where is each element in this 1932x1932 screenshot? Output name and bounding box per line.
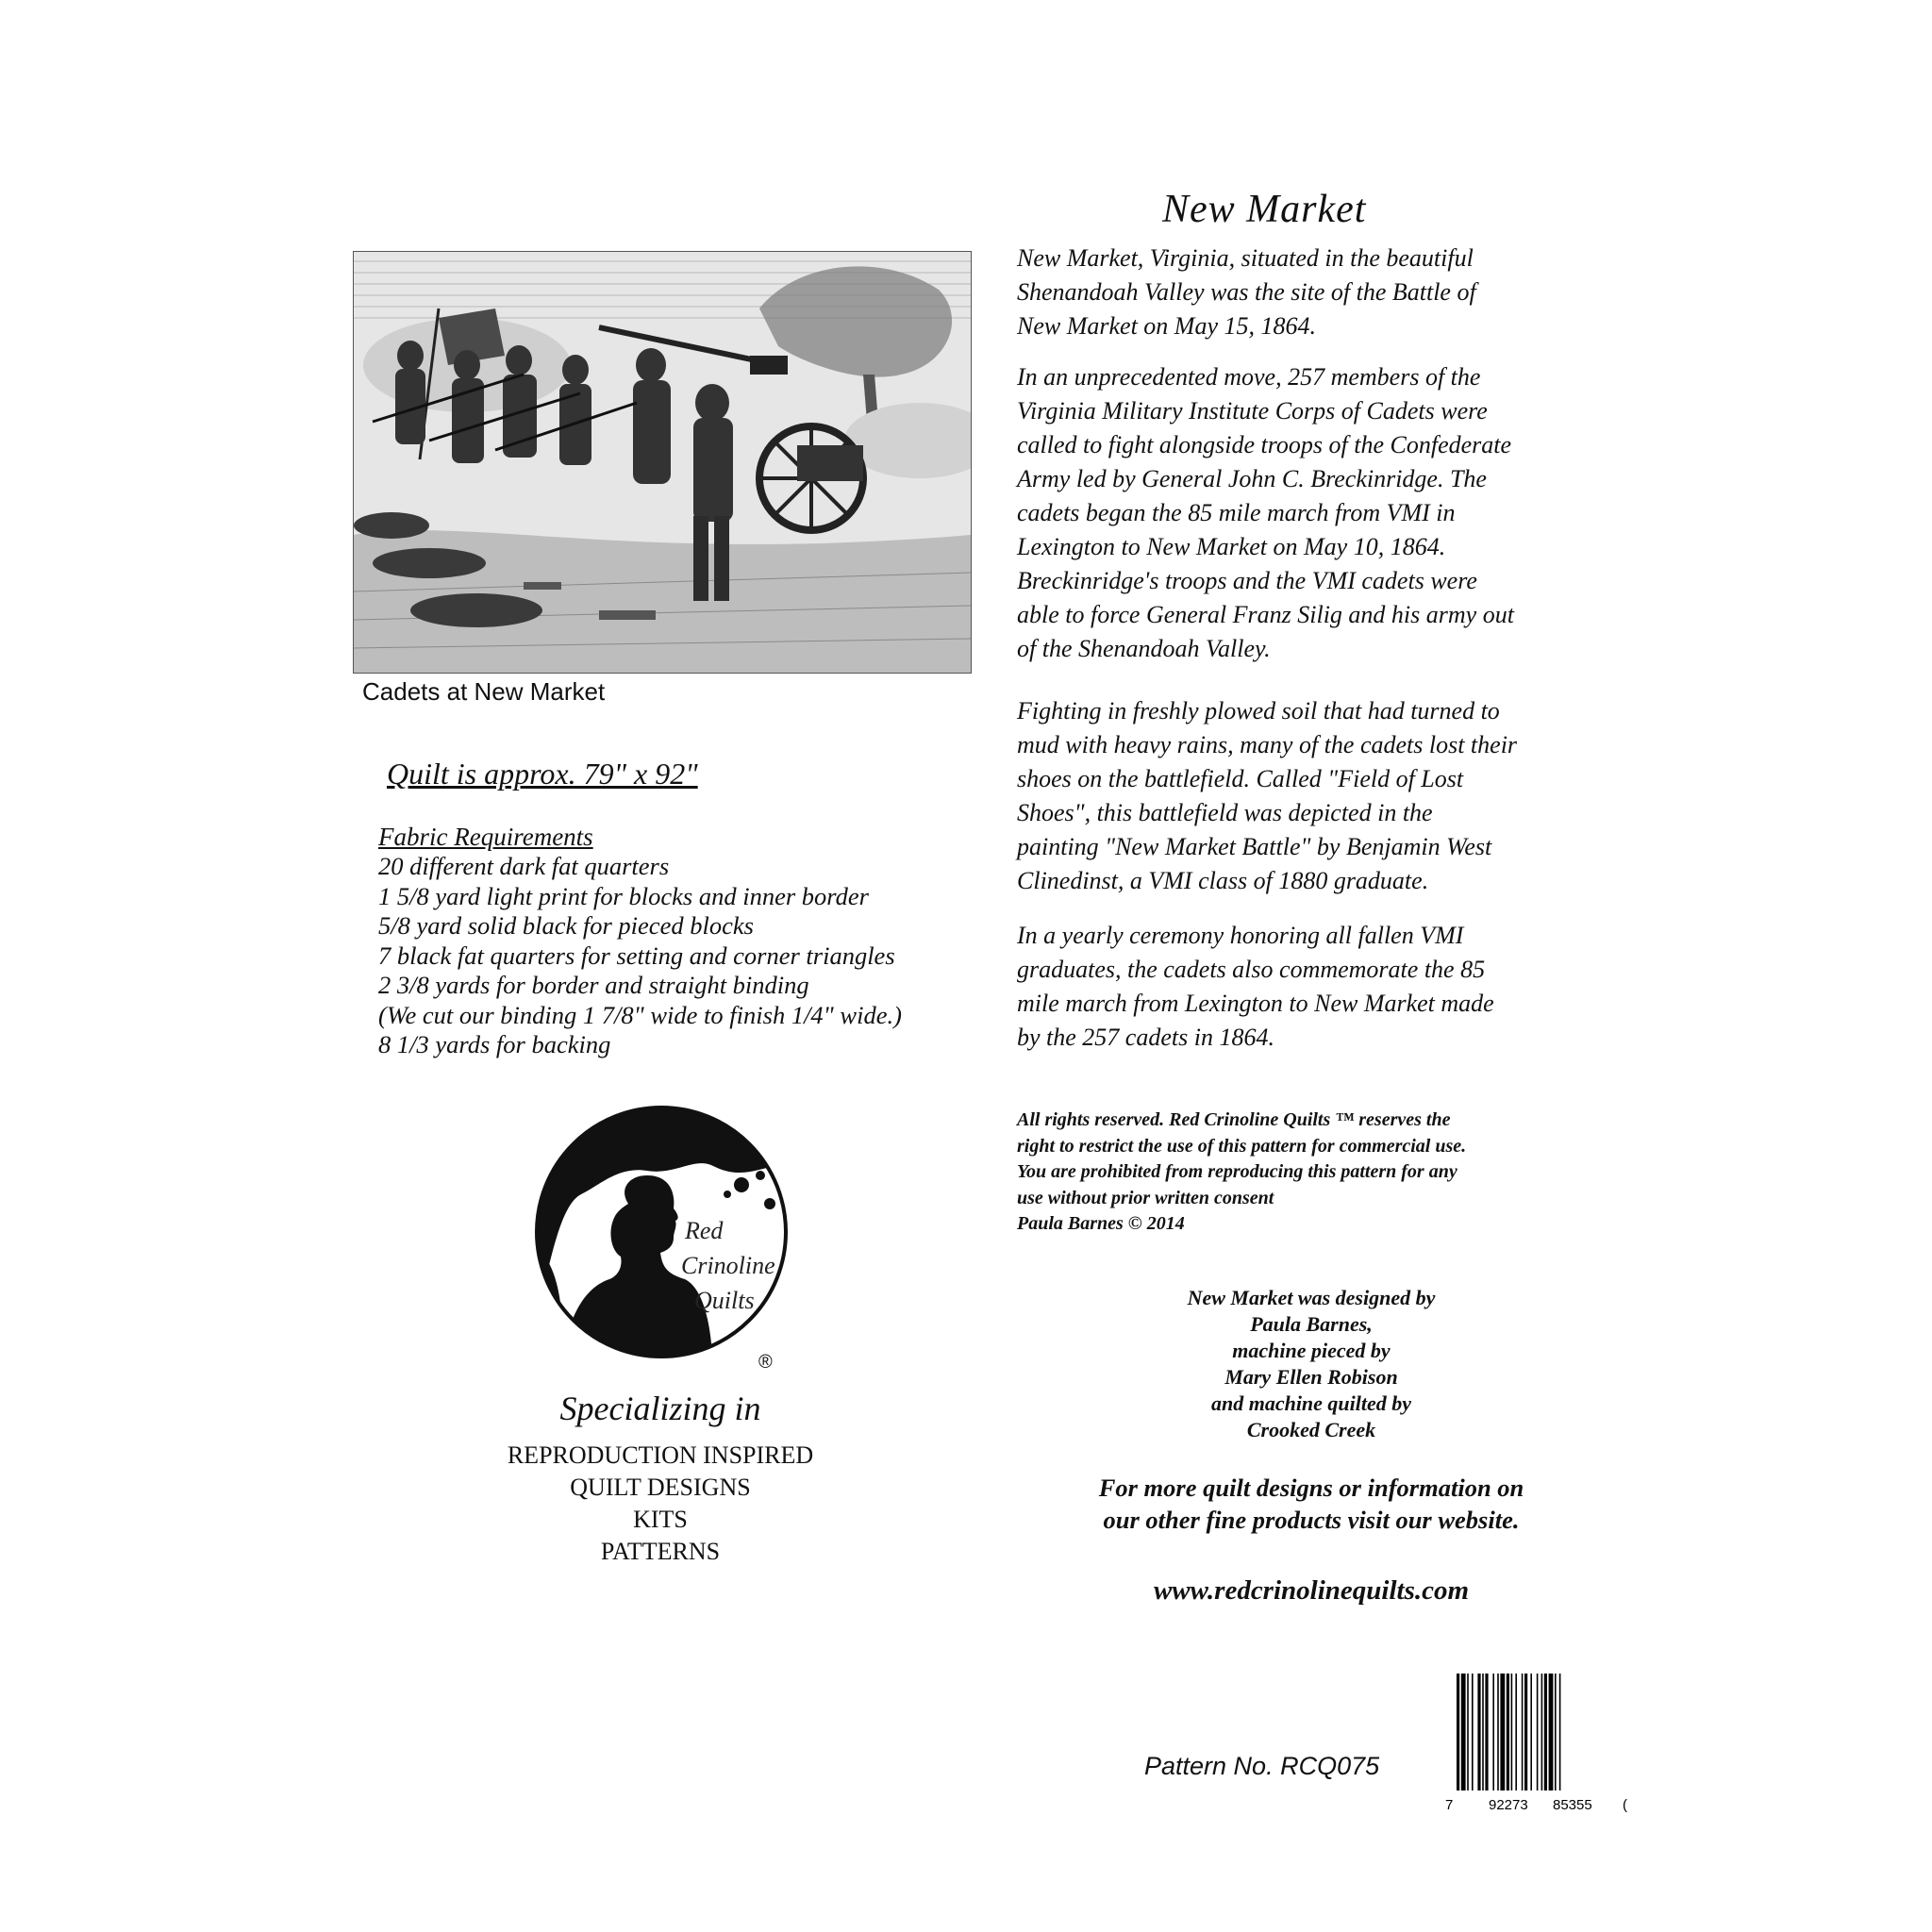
- website-link[interactable]: www.redcrinolinequilts.com: [1153, 1575, 1470, 1606]
- article-title: New Market: [1162, 188, 1367, 231]
- article-paragraph: [1017, 919, 1621, 1055]
- paragraph-line: In an unprecedented move, 257 members of the: [1017, 363, 1481, 391]
- battle-illustration: [353, 251, 972, 674]
- paragraph-line: shoes on the battlefield. Called "Field of Lost: [1017, 765, 1464, 792]
- paragraph-line: cadets began the 85 mile march from VMI in: [1017, 499, 1456, 526]
- fabric-item: 20 different dark fat quarters: [378, 852, 670, 880]
- fabric-item: (We cut our binding 1 7/8" wide to finish 1/4" wide.): [378, 1000, 902, 1029]
- barcode-bar: [1530, 1674, 1532, 1790]
- credit-line: machine pieced by: [1232, 1339, 1391, 1362]
- credit-line: Mary Ellen Robison: [1224, 1365, 1398, 1389]
- paragraph-line: Shenandoah Valley was the site of the Battle of: [1017, 278, 1476, 306]
- barcode-bar: [1500, 1674, 1505, 1790]
- paragraph-line: by the 257 cadets in 1864.: [1017, 1024, 1274, 1051]
- barcode-bar: [1511, 1674, 1513, 1790]
- registered-mark: ®: [758, 1352, 773, 1373]
- credit-line: Crooked Creek: [1246, 1418, 1376, 1441]
- specialty-item: KITS: [633, 1506, 688, 1533]
- design-credits: [1123, 1285, 1500, 1443]
- more-info-line: For more quilt designs or information on: [1098, 1474, 1524, 1502]
- fabric-item: 7 black fat quarters for setting and corner triangles: [378, 941, 895, 970]
- barcode-bar: [1472, 1674, 1474, 1790]
- paragraph-line: able to force General Franz Silig and his army out: [1017, 601, 1514, 628]
- credit-line: New Market was designed by: [1187, 1286, 1436, 1309]
- barcode-bar: [1492, 1674, 1494, 1790]
- barcode-bar: [1549, 1674, 1554, 1790]
- barcode: [1443, 1672, 1632, 1813]
- logo-word: Red: [685, 1217, 724, 1244]
- illustration-caption: Cadets at New Market: [362, 677, 606, 706]
- paragraph-line: Lexington to New Market on May 10, 1864.: [1017, 533, 1446, 560]
- barcode-digits: (: [1623, 1797, 1627, 1813]
- barcode-bar: [1457, 1674, 1459, 1790]
- paragraph-line: Shoes", this battlefield was depicted in the: [1017, 799, 1433, 826]
- paragraph-line: painting "New Market Battle" by Benjamin West: [1017, 833, 1492, 860]
- credit-line: and machine quilted by: [1210, 1391, 1412, 1415]
- specialty-item: REPRODUCTION INSPIRED: [507, 1441, 814, 1469]
- barcode-bar: [1559, 1674, 1561, 1790]
- paragraph-line: Army led by General John C. Breckinridge. The: [1017, 465, 1487, 492]
- paragraph-line: New Market on May 15, 1864.: [1017, 312, 1317, 340]
- article-paragraph: [1017, 694, 1621, 898]
- barcode-bar: [1477, 1674, 1480, 1790]
- barcode-digits: 7: [1445, 1797, 1454, 1813]
- specializing-heading: Specializing in: [559, 1390, 761, 1427]
- rights-line: use without prior written consent: [1017, 1187, 1274, 1208]
- specialty-item: QUILT DESIGNS: [570, 1474, 751, 1501]
- rights-line: All rights reserved. Red Crinoline Quilts ™ reserves the: [1017, 1109, 1451, 1130]
- paragraph-line: New Market, Virginia, situated in the beautiful: [1017, 244, 1474, 272]
- quilt-size: Quilt is approx. 79" x 92": [387, 757, 698, 791]
- barcode-bar: [1515, 1674, 1517, 1790]
- specialty-item: PATTERNS: [600, 1538, 721, 1565]
- fabric-item: 5/8 yard solid black for pieced blocks: [378, 911, 754, 940]
- rights-line: You are prohibited from reproducing this pattern for any: [1017, 1161, 1457, 1182]
- barcode-bar: [1497, 1674, 1499, 1790]
- paragraph-line: Breckinridge's troops and the VMI cadets were: [1017, 567, 1477, 594]
- rights-line: right to restrict the use of this pattern for commercial use.: [1017, 1135, 1467, 1157]
- fabric-item: 8 1/3 yards for backing: [378, 1030, 611, 1058]
- barcode-bar: [1541, 1674, 1543, 1790]
- fabric-requirements-heading: Fabric Requirements: [378, 823, 593, 851]
- barcode-bar: [1544, 1674, 1547, 1790]
- article-paragraph: [1017, 360, 1621, 666]
- more-info-notice: [1038, 1472, 1585, 1536]
- fabric-requirements-list: [378, 852, 902, 1060]
- paragraph-line: mud with heavy rains, many of the cadets lost their: [1017, 731, 1518, 758]
- barcode-bar: [1507, 1674, 1509, 1790]
- paragraph-line: Clinedinst, a VMI class of 1880 graduate.: [1017, 867, 1429, 894]
- fabric-item: 2 3/8 yards for border and straight binding: [378, 971, 809, 999]
- rights-notice: [1017, 1108, 1466, 1238]
- barcode-bar: [1482, 1674, 1484, 1790]
- pattern-number: Pattern No. RCQ075: [1144, 1752, 1380, 1780]
- specialties-list: [453, 1440, 868, 1568]
- paragraph-line: of the Shenandoah Valley.: [1017, 635, 1271, 662]
- barcode-bar: [1485, 1674, 1488, 1790]
- paragraph-line: mile march from Lexington to New Market made: [1017, 990, 1494, 1017]
- barcode-bar: [1467, 1674, 1469, 1790]
- barcode-bar: [1555, 1674, 1557, 1790]
- barcode-bars: [1457, 1674, 1560, 1790]
- paragraph-line: Fighting in freshly plowed soil that had turned to: [1017, 697, 1500, 724]
- barcode-bar: [1461, 1674, 1466, 1790]
- paragraph-line: Virginia Military Institute Corps of Cadets were: [1017, 397, 1488, 425]
- barcode-bar: [1522, 1674, 1524, 1790]
- paragraph-line: graduates, the cadets also commemorate the 85: [1017, 956, 1486, 983]
- rights-line: Paula Barnes © 2014: [1017, 1213, 1185, 1234]
- barcode-bar: [1537, 1674, 1539, 1790]
- fabric-item: 1 5/8 yard light print for blocks and inner border: [378, 881, 869, 910]
- more-info-line: our other fine products visit our website.: [1103, 1506, 1520, 1534]
- red-crinoline-quilts-logo: [525, 1100, 808, 1383]
- logo-word: Crinoline: [681, 1252, 775, 1279]
- article-paragraph: [1017, 242, 1621, 343]
- paragraph-line: In a yearly ceremony honoring all fallen VMI: [1017, 922, 1464, 949]
- paragraph-line: called to fight alongside troops of the Confederate: [1017, 431, 1512, 458]
- logo-word: Quilts: [694, 1287, 755, 1314]
- barcode-digits: 85355: [1553, 1797, 1592, 1813]
- credit-line: Paula Barnes,: [1250, 1312, 1373, 1336]
- barcode-bar: [1524, 1674, 1527, 1790]
- barcode-digits: 92273: [1489, 1797, 1528, 1813]
